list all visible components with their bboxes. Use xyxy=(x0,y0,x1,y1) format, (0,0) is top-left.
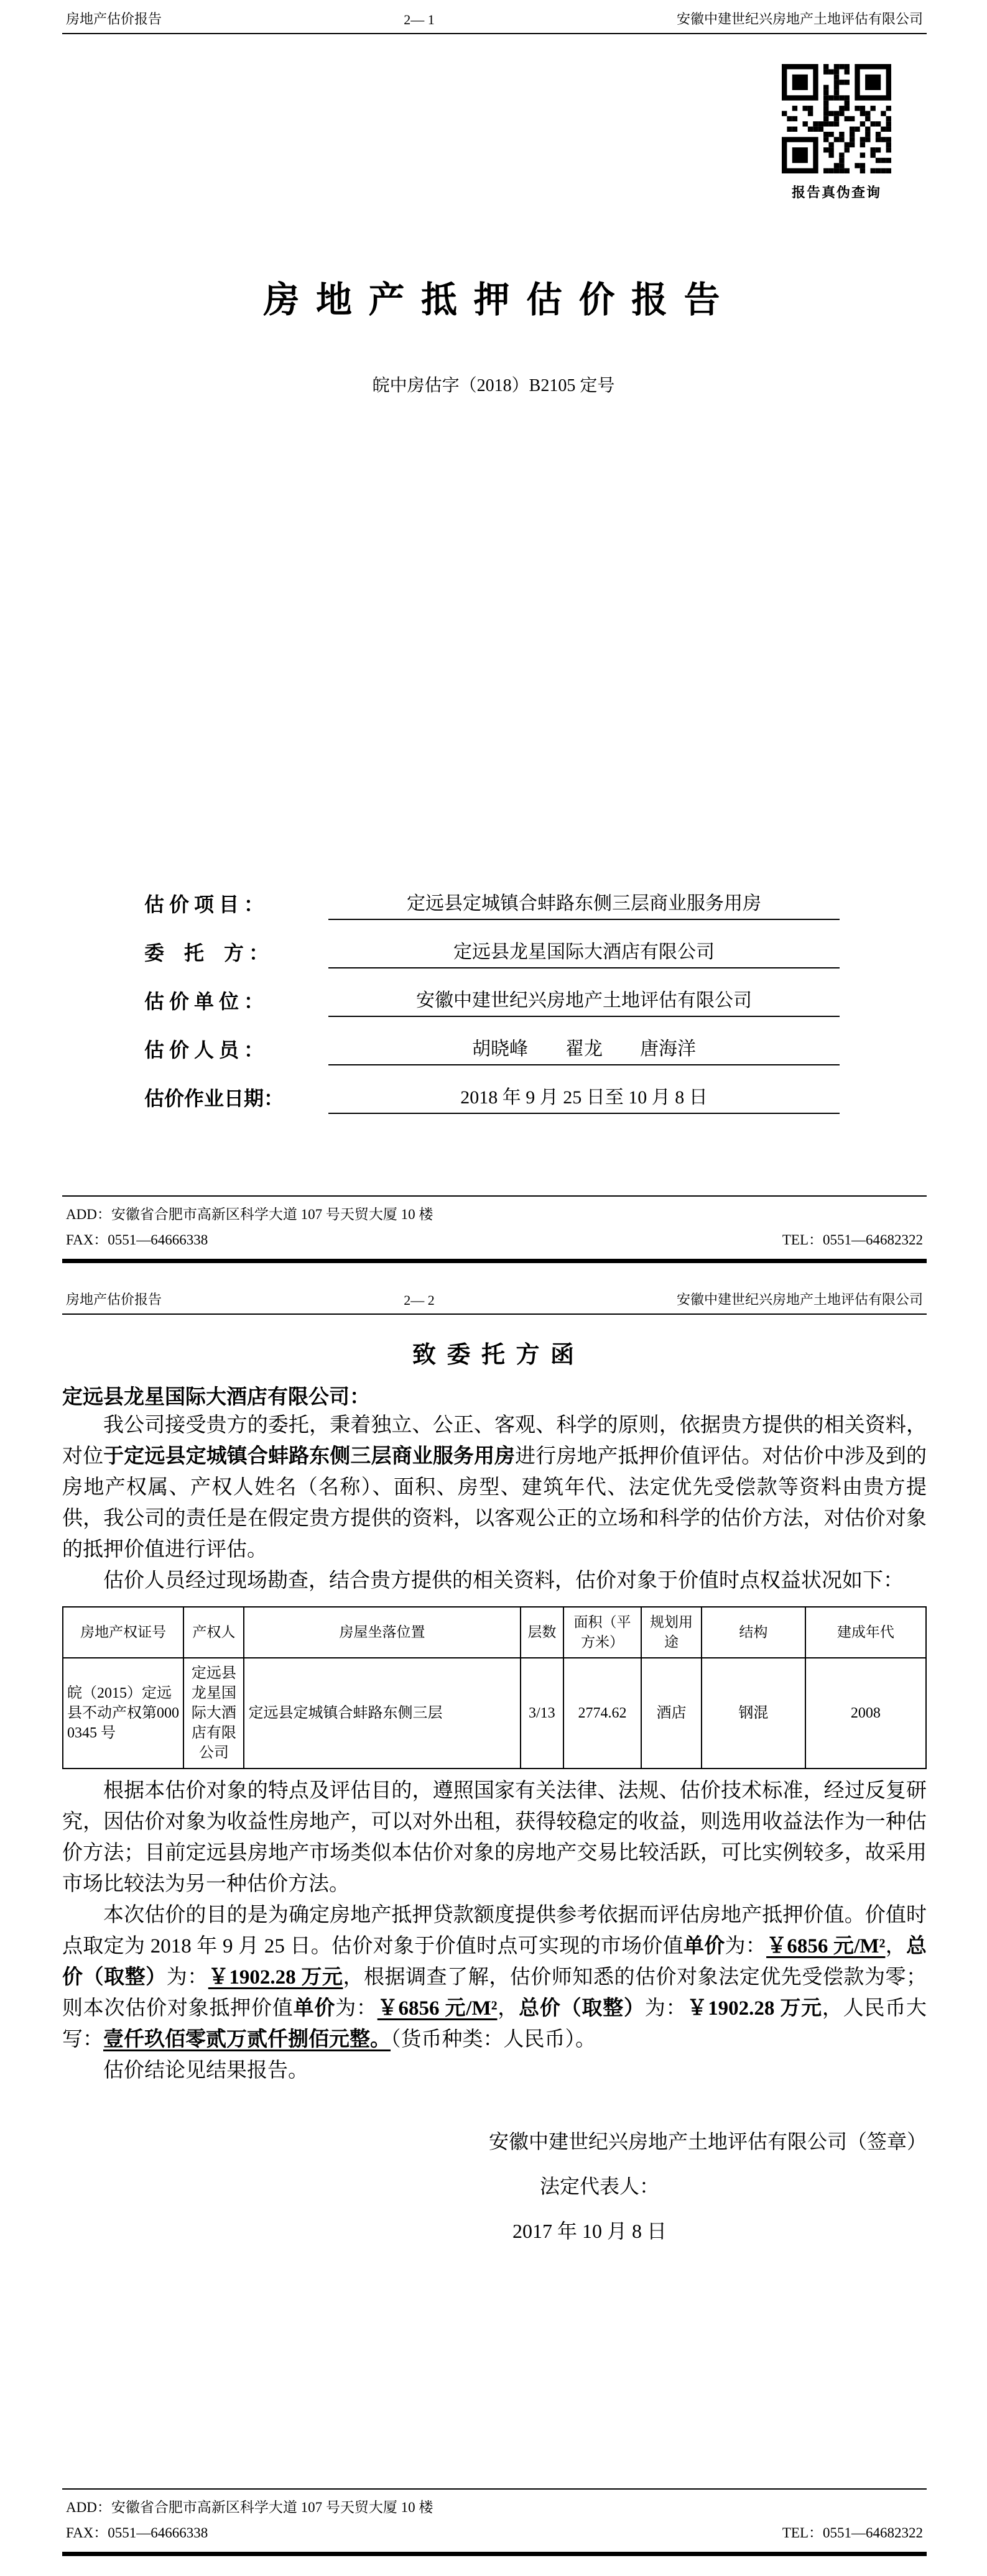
cover-fields xyxy=(144,888,840,1130)
field-label-appraisal-firm: 估 价 单 位 ： xyxy=(144,990,264,1013)
field-row-client xyxy=(144,936,840,968)
signature-legal-representative: 法定代表人： xyxy=(539,2175,659,2197)
table-header-location: 房屋坐落位置 xyxy=(244,1607,520,1658)
footer-divider-line xyxy=(62,2552,927,2556)
letter-salutation: 定远县龙星国际大酒店有限公司： xyxy=(62,1386,370,1409)
paragraph-valuation-result: 本次估价的目的是为确定房地产抵押贷款额度提供参考依据而评估房地产抵押价值。价值时点取定为 2018 年 9 月 25 日。估价对象于价值时点可实现的市场价值单价为：￥6856 元/M²，总价（取整）为：￥1902.28 万元，根据调查了解，估价师知悉的估价对象法定优先受偿款为零；则本次估价对象抵押价值单价为：￥6856 元/M²，总价（取整）为：￥1902.28 万元，人民币大写：壹仟玖佰零贰万贰仟捌佰元整。（货币种类：人民币）。 xyxy=(62,1904,927,2051)
field-label-client: 委 托 方 ： xyxy=(144,942,269,964)
header-doc-type: 房地产估价报告 xyxy=(66,1292,162,1307)
table-header-structure: 结构 xyxy=(702,1607,805,1658)
field-row-appraisers xyxy=(144,1033,840,1065)
page-footer xyxy=(62,2488,927,2556)
table-header-year-built: 建成年代 xyxy=(805,1607,926,1658)
field-label-work-dates: 估价作业日期： xyxy=(144,1087,284,1110)
field-value-work-dates: 2018 年 9 月 25 日至 10 月 8 日 xyxy=(328,1082,840,1114)
table-header-area: 面积（平方米） xyxy=(563,1607,641,1658)
table-cell-floor: 3/13 xyxy=(521,1658,563,1769)
table-cell-structure: 钢混 xyxy=(702,1658,805,1769)
signature-block xyxy=(62,2126,927,2244)
footer-tel: TEL：0551—64682322 xyxy=(782,1232,923,1248)
header-page-number: 2— 1 xyxy=(404,12,435,27)
qr-code xyxy=(782,64,891,173)
table-header-floor: 层数 xyxy=(521,1607,563,1658)
footer-contact xyxy=(62,2488,927,2547)
paragraph-conclusion-note: 估价结论见结果报告。 xyxy=(103,2059,308,2082)
page-2-letter xyxy=(0,1281,987,2576)
footer-fax-tel-row xyxy=(66,1228,923,1249)
letter-body xyxy=(62,1322,927,2244)
header-page-number: 2— 2 xyxy=(404,1292,435,1308)
field-value-project: 定远县定城镇合蚌路东侧三层商业服务用房 xyxy=(328,888,840,920)
property-rights-table xyxy=(62,1606,927,1769)
qr-verification-block xyxy=(779,64,894,201)
table-cell-year-built: 2008 xyxy=(805,1658,926,1769)
field-label-appraisers: 估 价 人 员 ： xyxy=(144,1039,264,1061)
table-cell-usage: 酒店 xyxy=(641,1658,702,1769)
table-cell-cert-no: 皖（2015）定远县不动产权第0000345 号 xyxy=(63,1658,183,1769)
table-cell-area: 2774.62 xyxy=(563,1658,641,1769)
signature-date: 2017 年 10 月 8 日 xyxy=(512,2220,667,2242)
page-1-cover xyxy=(0,0,987,1281)
table-header-owner: 产权人 xyxy=(183,1607,244,1658)
footer-address: ADD：安徽省合肥市高新区科学大道 107 号天贸大厦 10 楼 xyxy=(66,2500,433,2515)
footer-tel: TEL：0551—64682322 xyxy=(782,2525,923,2541)
page-footer xyxy=(62,1195,927,1263)
field-value-appraisal-firm: 安徽中建世纪兴房地产土地评估有限公司 xyxy=(328,985,840,1017)
footer-contact xyxy=(62,1195,927,1254)
table-header-row xyxy=(63,1607,926,1658)
table-cell-owner: 定远县龙星国际大酒店有限公司 xyxy=(183,1658,244,1769)
page-header xyxy=(62,1287,927,1315)
header-doc-type: 房地产估价报告 xyxy=(66,11,162,27)
signature-company: 安徽中建世纪兴房地产土地评估有限公司（签章） xyxy=(488,2130,927,2153)
qr-caption: 报告真伪查询 xyxy=(791,185,881,200)
field-value-appraisers: 胡晓峰 翟龙 唐海洋 xyxy=(328,1033,840,1065)
field-row-appraisal-firm xyxy=(144,985,840,1017)
header-company-name: 安徽中建世纪兴房地产土地评估有限公司 xyxy=(676,11,923,27)
paragraph-valuation-methods: 根据本估价对象的特点及评估目的，遵照国家有关法律、法规、估价技术标准，经过反复研究，因估价对象为收益性房地产，可以对外出租，获得较稳定的收益，则选用收益法作为一种估价方法；目前定远县房地产市场类似本估价对象的房地产交易比较活跃，可比实例较多，故采用市场比较法为另一种估价方法。 xyxy=(62,1780,927,1895)
footer-fax: FAX：0551—64666338 xyxy=(66,2525,208,2541)
letter-title: 致 委 托 方 函 xyxy=(412,1342,577,1368)
footer-divider-line xyxy=(62,1259,927,1263)
paragraph-commission: 我公司接受贵方的委托，秉着独立、公正、客观、科学的原则，依据贵方提供的相关资料，对位于定远县定城镇合蚌路东侧三层商业服务用房进行房地产抵押价值评估。对估价中涉及到的房地产权属、产权人姓名（名称）、面积、房型、建筑年代、法定优先受偿款等资料由贵方提供，我公司的责任是在假定贵方提供的资料，以客观公正的立场和科学的估价方法，对估价对象的抵押价值进行评估。 xyxy=(62,1414,927,1561)
table-cell-location: 定远县定城镇合蚌路东侧三层 xyxy=(244,1658,520,1769)
field-label-project: 估 价 项 目 ： xyxy=(144,893,264,916)
field-value-client: 定远县龙星国际大酒店有限公司 xyxy=(328,936,840,968)
footer-fax: FAX：0551—64666338 xyxy=(66,1232,208,1248)
table-row xyxy=(63,1658,926,1769)
table-header-usage: 规划用途 xyxy=(641,1607,702,1658)
report-title: 房 地 产 抵 押 估 价 报 告 xyxy=(263,280,724,320)
footer-address: ADD：安徽省合肥市高新区科学大道 107 号天贸大厦 10 楼 xyxy=(66,1207,433,1222)
page-header xyxy=(62,6,927,34)
header-company-name: 安徽中建世纪兴房地产土地评估有限公司 xyxy=(676,1292,923,1307)
field-row-project xyxy=(144,888,840,920)
footer-fax-tel-row xyxy=(66,2521,923,2542)
table-header-cert-no: 房地产权证号 xyxy=(63,1607,183,1658)
report-reference-number: 皖中房估字（2018）B2105 定号 xyxy=(372,376,615,395)
field-row-work-dates xyxy=(144,1082,840,1114)
paragraph-site-survey: 估价人员经过现场勘查，结合贵方提供的相关资料，估价对象于价值时点权益状况如下： xyxy=(103,1570,904,1592)
